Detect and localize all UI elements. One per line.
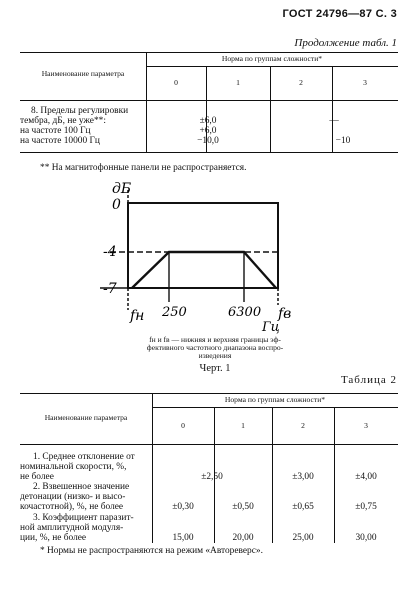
table2-row3-value-g1: 20,00 (232, 533, 254, 543)
table2-row3-value-g2: 25,00 (292, 533, 314, 543)
table2-row3-line-1: 3. Коэффициент паразит- (33, 513, 134, 523)
table1-param-header: Наименование параметра (41, 69, 125, 78)
table1-value-plus6: +6,0 (199, 126, 217, 136)
table2-row1-value-g3: ±4,00 (355, 472, 377, 482)
figure-caption: Черт. 1 (199, 363, 231, 374)
y-tick-0: 0 (112, 197, 121, 213)
table2-row3-line-3: ции, %, не более (20, 533, 87, 543)
x-label-fn: fн (130, 308, 145, 324)
table2-group-0: 0 (181, 421, 185, 430)
table2-group-1: 1 (241, 421, 245, 430)
table2-footnote: * Нормы не распространяются на режим «Автореверс». (40, 546, 263, 556)
table1-group-3: 3 (363, 78, 367, 87)
table2-row1-line-1: 1. Среднее отклонение от (33, 452, 135, 462)
table2-row1-line-3: не более (20, 472, 54, 482)
table1-row-label-line-2: тембра, дБ, не уже**: (20, 116, 106, 126)
plot-frame (128, 203, 278, 288)
table2-row2-value-g3: ±0,75 (355, 502, 377, 512)
table2-row2-value-g2: ±0,65 (292, 502, 314, 512)
table1-value-pm6: ±6,0 (199, 116, 217, 126)
response-curve (132, 252, 276, 288)
table2-row2-line-3: кочастотной), %, не более (20, 502, 124, 512)
table2-row2-line-2: детонации (низко- и высо- (20, 492, 126, 502)
table1-value-dash: — (329, 116, 339, 126)
table2-row3-line-2: ной амплитудной модуля- (20, 523, 124, 533)
table2-row2-value-g0: ±0,30 (172, 502, 194, 512)
x-label-fv: fв (278, 306, 292, 322)
table1-group-1: 1 (236, 78, 240, 87)
table1-value-minus10: −10,0 (197, 136, 219, 146)
table2-row3-value-g3: 30,00 (355, 533, 377, 543)
table1-row-label-line-1: 8. Пределы регулировки (31, 106, 129, 116)
x-tick-250: 250 (162, 305, 187, 320)
table2-group-2: 2 (301, 421, 305, 430)
y-tick-minus4: -4 (103, 244, 117, 260)
table2-caption: Таблица 2 (340, 374, 397, 386)
x-tick-6300: 6300 (228, 305, 262, 320)
figure-legend-line-3: изведения (198, 351, 232, 360)
table2-group-3: 3 (364, 421, 368, 430)
y-tick-minus7: -7 (103, 281, 117, 297)
table1-row-label-line-4: на частоте 10000 Гц (20, 136, 100, 146)
table1-value-minus10-g3: −10 (335, 136, 351, 146)
table2-row1-value-g01: ±2,50 (201, 472, 223, 482)
figure-legend-line-2: фективного частотного диапазона воспро- (146, 343, 284, 352)
table2-group-header: Норма по группам сложности* (224, 395, 326, 404)
table2-param-header: Наименование параметра (44, 413, 128, 422)
table1-group-header: Норма по группам сложности* (221, 54, 323, 63)
table1-group-0: 0 (174, 78, 178, 87)
table2-row1-value-g2: ±3,00 (292, 472, 314, 482)
figure-legend-line-1: fн и fв — нижняя и верхняя границы эф- (149, 335, 281, 344)
table1-footnote: ** На магнитофонные панели не распространяется. (40, 163, 247, 173)
table2-row2-line-1: 2. Взвешенное значение (33, 482, 130, 492)
table-continuation-label: Продолжение табл. 1 (294, 37, 397, 49)
x-unit-label: Гц (262, 320, 280, 335)
table2-row3-value-g0: 15,00 (172, 533, 194, 543)
y-unit-label: дБ (112, 181, 132, 197)
table2-row2-value-g1: ±0,50 (232, 502, 254, 512)
page-header: ГОСТ 24796—87 С. 3 (282, 8, 397, 20)
table1-row-label-line-3: на частоте 100 Гц (20, 126, 91, 136)
table2-row1-line-2: номинальной скорости, %, (20, 462, 127, 472)
table1-group-2: 2 (299, 78, 303, 87)
